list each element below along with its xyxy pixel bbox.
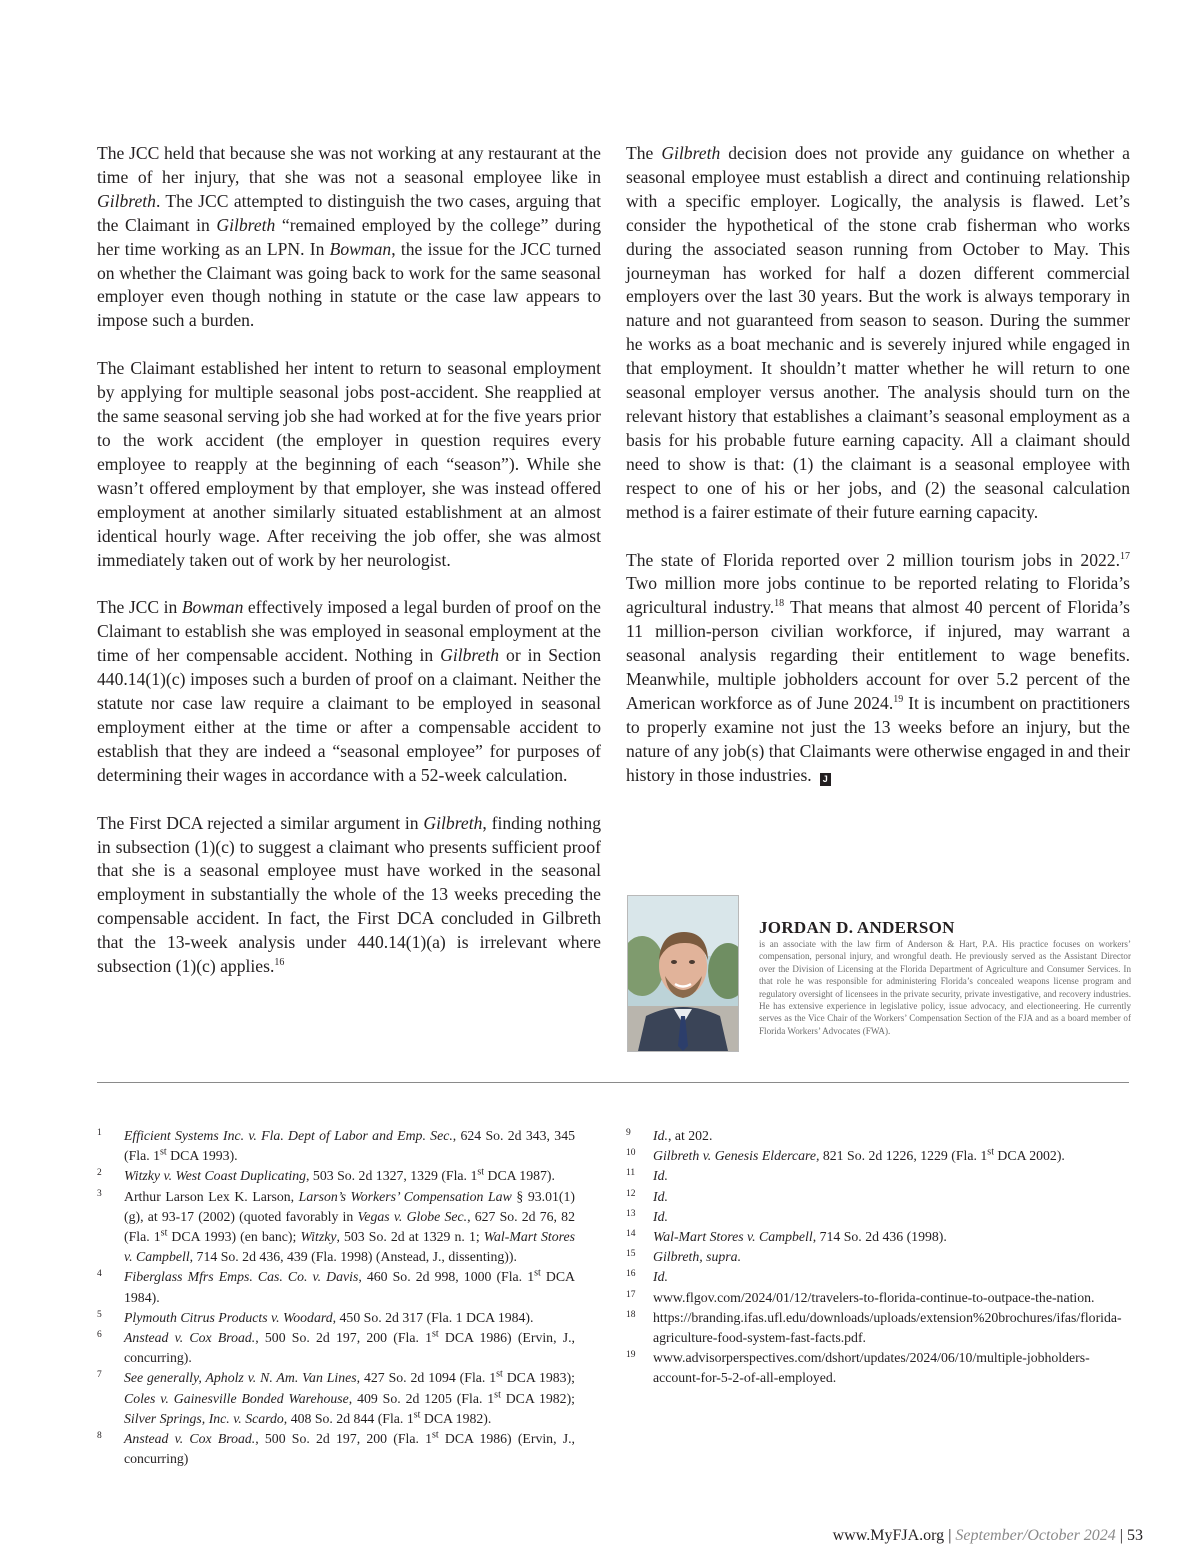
footnote-reference: 17 xyxy=(1120,550,1130,562)
italic-text: Id. xyxy=(653,1188,668,1204)
footnote-reference: st xyxy=(160,1227,168,1239)
footnote xyxy=(97,1187,575,1268)
footnote xyxy=(626,1227,1130,1247)
italic-text: Silver Springs, Inc. v. Scardo xyxy=(124,1410,284,1426)
footnote-number: 2 xyxy=(97,1168,102,1179)
author-bio-text: is an associate with the law firm of Anderson & Hart, P.A. His practice focuses on workers’ compensation, personal injury, and wrongful death. He previously served as the Assistant Director over the Division of Licensing at the Florida Department of Agriculture and Consumer Services. In that role he was responsible for administering Florida’s concealed weapons license program and regulatory oversight of licensees in the private security, private investigative, and recovery industries. He has extensive experience in legislative policy, issue advocacy, and electioneering. He currently serves as the Vice Chair of the Workers’ Compensation Section of the FJA and as a board member of Florida Workers’ Advocates (FWA). xyxy=(759,939,1131,1036)
footnotes-left xyxy=(97,1126,575,1469)
footnote-number: 4 xyxy=(97,1269,102,1280)
italic-text: Gilbreth xyxy=(440,645,500,666)
paragraph: The JCC in Bowman effectively imposed a legal burden of proof on the Claimant to establish she was employed in seasonal employment at the time of her compensable accident. Nothing in Gilbreth or in Section 440.14(1)(c) imposes such a burden of proof on a claimant. Neither the statute nor case law require a claimant to be employed in seasonal employment either at the time or after a compensable accident to establish that they are indeed a “seasonal employee” for purposes of determining their wages in accordance with a 52-week calculation. xyxy=(97,597,602,785)
italic-text: Id. xyxy=(653,1269,668,1285)
italic-text: Coles v. Gainesville Bonded Warehouse xyxy=(124,1390,349,1406)
footnote xyxy=(97,1308,575,1328)
footnote-number: 1 xyxy=(97,1128,102,1138)
footnote-number: 16 xyxy=(626,1269,636,1280)
footnote-text xyxy=(653,1209,668,1224)
footnote-reference: st xyxy=(477,1166,485,1178)
italic-text: Id. xyxy=(653,1208,668,1224)
italic-text: Witzky xyxy=(300,1229,337,1245)
italic-text: Gilbreth xyxy=(423,812,483,833)
author-box xyxy=(627,895,1131,1075)
footnote-number: 11 xyxy=(626,1168,636,1179)
footnote xyxy=(626,1187,1130,1207)
footnote xyxy=(626,1146,1130,1166)
italic-text: Vegas v. Globe Sec. xyxy=(357,1208,468,1224)
italic-text: Larson’s Workers’ Compensation Law xyxy=(298,1188,512,1204)
footnote-divider xyxy=(97,1082,1129,1083)
footnote-number: 5 xyxy=(97,1309,102,1320)
footnote-number: 12 xyxy=(626,1188,636,1199)
italic-text: Id. xyxy=(653,1128,668,1143)
italic-text: Gilbreth xyxy=(661,143,721,163)
footnote-number: 17 xyxy=(626,1289,636,1300)
footnote-text: Fiberglass Mfrs Emps. Cas. Co. v. Davis, 460 So. 2d 998, 1000 (Fla. 1st DCA 1984). xyxy=(124,1267,575,1305)
italic-text: See generally, Apholz v. N. Am. Van Lines xyxy=(124,1370,357,1386)
italic-text: Bowman xyxy=(329,238,392,259)
footnote-text: www.flgov.com/2024/01/12/travelers-to-florida-continue-to-outpace-the-nation. xyxy=(653,1289,1095,1305)
italic-text: Gilbreth, supra. xyxy=(653,1249,742,1265)
italic-text: Wal-Mart Stores v. Campbell xyxy=(653,1229,813,1245)
end-of-article-mark: J xyxy=(820,773,831,786)
footnote-reference: 19 xyxy=(893,694,904,706)
footnote-number: 18 xyxy=(626,1309,636,1320)
footnote-text: Anstead v. Cox Broad., 500 So. 2d 197, 200 (Fla. 1st DCA 1986) (Ervin, J., concurring) xyxy=(124,1429,575,1467)
footnote-text: Gilbreth v. Genesis Eldercare, 821 So. 2d 1226, 1229 (Fla. 1st DCA 2002). xyxy=(653,1146,1065,1164)
italic-text: Gilbreth xyxy=(216,214,276,235)
italic-text: Id. xyxy=(653,1168,668,1184)
page-number: 53 xyxy=(1127,1527,1143,1544)
footnote xyxy=(626,1126,1130,1146)
footnote-text: See generally, Apholz v. N. Am. Van Lines, 427 So. 2d 1094 (Fla. 1st DCA 1983); Coles v. Gainesville Bonded Warehouse, 409 So. 2d 1205 (Fla. 1st DCA 1982); Silver Springs, Inc. v. Scardo, 408 So. 2d 844 (Fla. 1st DCA 1982). xyxy=(124,1368,576,1426)
footnote-reference: st xyxy=(413,1409,421,1421)
footnote xyxy=(626,1166,1130,1186)
footnote-text: www.advisorperspectives.com/dshort/updates/2024/06/10/multiple-jobholders-account-for-5-2-of-all-employed. xyxy=(653,1350,1090,1386)
footnote-number: 13 xyxy=(626,1208,636,1219)
footer-separator: | xyxy=(1119,1527,1123,1544)
italic-text: Plymouth Citrus Products v. Woodard xyxy=(124,1309,333,1325)
left-column xyxy=(97,142,601,979)
footnote-reference: st xyxy=(534,1267,541,1279)
footnote-reference: st xyxy=(494,1389,501,1401)
paragraph: The Claimant established her intent to return to seasonal employment by applying for multiple seasonal jobs post-accident. She reapplied at the same seasonal serving job she had worked at for the five years prior to the work accident (the employer in question requires every employee to reapply at the beginning of each “season”). While she wasn’t offered employment by that employer, she was instead offered employment at another similarly situated establishment at an almost identical hourly wage. After receiving the job offer, she was almost immediately taken out of work by her neurologist. xyxy=(97,358,601,570)
footnote-reference: st xyxy=(987,1146,994,1158)
italic-text: Witzky v. West Coast Duplicating xyxy=(124,1168,307,1184)
footnote-reference: st xyxy=(160,1146,167,1158)
italic-text: Gilbreth xyxy=(97,190,156,211)
footnote-reference: st xyxy=(432,1429,439,1441)
footnote-text: Efficient Systems Inc. v. Fla. Dept of Labor and Emp. Sec., 624 So. 2d 343, 345 (Fla. 1st DCA 1993). xyxy=(124,1128,575,1164)
italic-text: Wal-Mart Stores v. Campbell xyxy=(124,1229,575,1265)
footnote-text xyxy=(653,1168,668,1183)
italic-text: Bowman xyxy=(181,597,244,618)
footnote-text: Witzky v. West Coast Duplicating, 503 So. 2d 1327, 1329 (Fla. 1st DCA 1987). xyxy=(124,1166,555,1184)
footnote-number: 14 xyxy=(626,1229,636,1240)
footer-site: www.MyFJA.org xyxy=(832,1527,945,1544)
footnote xyxy=(626,1348,1130,1388)
italic-text: Gilbreth v. Genesis Eldercare, xyxy=(653,1148,820,1164)
footnote-number: 10 xyxy=(626,1148,636,1159)
paragraph: The Gilbreth decision does not provide any guidance on whether a seasonal employee must establish a direct and continuing relationship with a specific employer. Logically, the analysis is flawed. Let’s consider the hypothetical of the stone crab fisherman who works during the associated season running from October to May. This journeyman has worked for half a dozen different commercial employers over the last 30 years. But the work is always temporary in nature and not guaranteed from season to season. During the summer he works as a boat mechanic and is severely injured while engaged in that employment. It shouldn’t matter whether he will return to one seasonal employer versus another. The analysis should turn on the relevant history that establishes a claimant’s seasonal employment as a basis for his probable future earning capacity. All a claimant should need to show is that: (1) the claimant is a seasonal employee with respect to one of his or her jobs, and (2) the seasonal calculation method is a fairer estimate of their future earning capacity. xyxy=(626,143,1130,522)
footnote-text: Arthur Larson Lex K. Larson, Larson’s Workers’ Compensation Law § 93.01(1)(g), at 93-17 (2002) (quoted favorably in Vegas v. Globe Sec., 627 So. 2d 76, 82 (Fla. 1st DCA 1993) (en banc); Witzky, 503 So. 2d at 1329 n. 1; Wal-Mart Stores v. Campbell, 714 So. 2d 436, 439 (Fla. 1998) (Anstead, J., dissenting)). xyxy=(124,1188,575,1265)
paragraph: The First DCA rejected a similar argument in Gilbreth, finding nothing in subsection (1)(c) to suggest a claimant who presents sufficient proof that she is a seasonal employee must have worked in the seasonal employment in substantially the whole of the 13 weeks preceding the compensable accident. In fact, the First DCA concluded in Gilbreth that the 13-week analysis under 440.14(1)(a) is irrelevant where subsection (1)(c) applies.$^{16}$ xyxy=(97,812,601,977)
italic-text: Anstead v. Cox Broad. xyxy=(124,1431,256,1447)
footnote xyxy=(97,1126,575,1166)
footnote xyxy=(626,1247,1130,1267)
footnote xyxy=(626,1288,1130,1308)
italic-text: Efficient Systems Inc. v. Fla. Dept of Labor and Emp. Sec. xyxy=(124,1128,453,1143)
footnote-text: Plymouth Citrus Products v. Woodard, 450 So. 2d 317 (Fla. 1 DCA 1984). xyxy=(124,1309,534,1325)
footnote-text: Wal-Mart Stores v. Campbell, 714 So. 2d 436 (1998). xyxy=(653,1229,947,1245)
footnote xyxy=(626,1207,1130,1227)
footnote-reference: st xyxy=(496,1368,503,1380)
footnote-number: 9 xyxy=(626,1128,631,1138)
footnote-number: 19 xyxy=(626,1350,636,1361)
paragraph xyxy=(626,549,1130,788)
footnote xyxy=(626,1308,1130,1348)
footer-separator: | xyxy=(948,1527,952,1544)
footnote-text xyxy=(653,1189,668,1204)
paragraph: The JCC held that because she was not working at any restaurant at the time of her injury, that she was not a seasonal employee like in Gilbreth. The JCC attempted to distinguish the two cases, arguing that the Claimant in Gilbreth “remained employed by the college” during her time working as an LPN. In Bowman, the issue for the JCC turned on whether the Claimant was going back to work for the same seasonal employer even though nothing in statute or the case law appears to impose such a burden. xyxy=(97,143,602,331)
footnote-reference: 18 xyxy=(774,598,785,610)
footnote-text: https://branding.ifas.ufl.edu/downloads/uploads/extension%20brochures/ifas/florida-agriculture-food-system-fast-facts.pdf. xyxy=(653,1309,1122,1346)
footnote-text: Id., at 202. xyxy=(653,1128,713,1143)
footnote-number: 8 xyxy=(97,1431,102,1442)
footnote xyxy=(626,1267,1130,1287)
italic-text: Fiberglass Mfrs Emps. Cas. Co. v. Davis xyxy=(124,1269,359,1285)
author-photo xyxy=(627,895,739,1052)
footnote-number: 7 xyxy=(97,1370,102,1381)
author-bio xyxy=(759,919,1131,1037)
footnote xyxy=(97,1267,575,1307)
footnote-number: 3 xyxy=(97,1188,102,1199)
footnotes-right xyxy=(626,1126,1130,1389)
author-portrait-image xyxy=(628,896,738,1051)
footnote-number: 15 xyxy=(626,1249,636,1260)
right-column xyxy=(626,142,1130,788)
footnote-reference: 16 xyxy=(274,957,285,969)
footnote xyxy=(97,1429,575,1469)
footnote-text: Anstead v. Cox Broad., 500 So. 2d 197, 200 (Fla. 1st DCA 1986) (Ervin, J., concurring). xyxy=(124,1328,575,1366)
page-footer xyxy=(833,1527,1143,1545)
author-name: JORDAN D. ANDERSON xyxy=(759,918,955,937)
footnote xyxy=(97,1328,575,1368)
footnote xyxy=(97,1368,575,1429)
italic-text: Anstead v. Cox Broad. xyxy=(124,1330,256,1346)
footnote xyxy=(97,1166,575,1186)
footer-issue: September/October 2024 xyxy=(955,1527,1116,1544)
footnote-number: 6 xyxy=(97,1330,102,1341)
footnote-text xyxy=(653,1249,741,1264)
footnote-reference: st xyxy=(432,1328,439,1340)
paragraph-text: The state of Florida reported over 2 million tourism jobs in 2022.17 Two million more jobs continue to be reported relating to Florida’s agricultural industry.$^{18}$ That means that almost 40 percent of Florida’s 11 million-person civilian workforce, if injured, may warrant a seasonal analysis regarding their entitlement to wage benefits. Meanwhile, multiple jobholders account for over 5.2 percent of the American workforce as of June 2024.19 It is incumbent on practitioners to properly examine not just the 13 weeks before an injury, but the nature of any job(s) that Claimants were otherwise engaged in and their history in those industries. xyxy=(626,549,1130,785)
footnote-text xyxy=(653,1269,668,1284)
